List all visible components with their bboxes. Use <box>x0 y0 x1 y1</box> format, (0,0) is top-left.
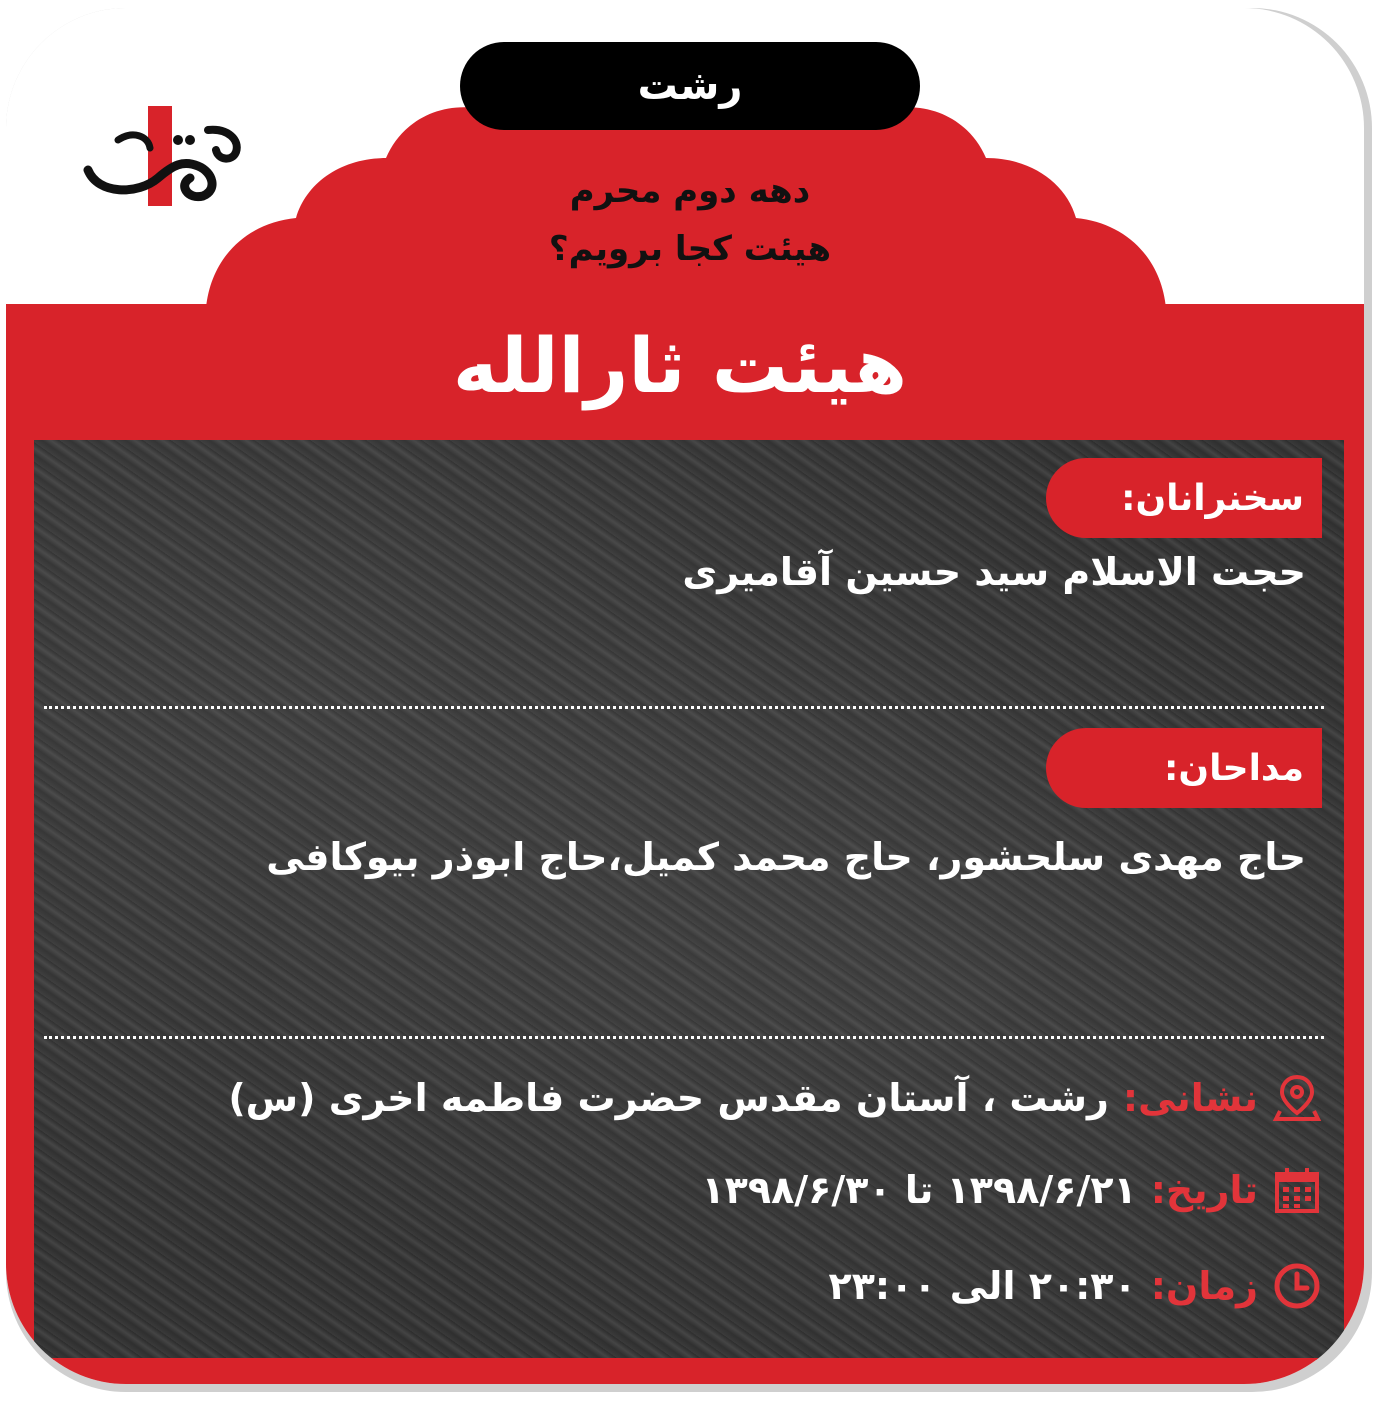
divider-2 <box>44 1036 1324 1039</box>
time-row <box>829 1256 1322 1316</box>
time-value: ۲۰:۳۰ الی ۲۳:۰۰ <box>828 1264 1137 1308</box>
address-value: رشت ، آستان مقدس حضرت فاطمه اخری (س) <box>228 1076 1109 1120</box>
eulogists-value: حاج مهدی سلحشور، حاج محمد کمیل،حاج ابوذر بیوکافی <box>266 835 1306 879</box>
location-pin-icon <box>1272 1073 1322 1123</box>
address-label: نشانی: <box>1122 1076 1258 1120</box>
eulogists-label: مداحان: <box>1163 747 1304 789</box>
time-label: زمان: <box>1150 1264 1258 1308</box>
date-value: ۱۳۹۸/۶/۲۱ تا ۱۳۹۸/۶/۳۰ <box>701 1168 1137 1212</box>
bottom-border <box>6 1358 1364 1384</box>
address-row <box>228 1068 1322 1128</box>
date-row <box>701 1160 1322 1220</box>
left-border <box>6 440 34 1380</box>
calendar-icon <box>1272 1165 1322 1215</box>
right-border <box>1344 440 1364 1380</box>
divider-1 <box>44 706 1324 709</box>
eulogists-label-tab <box>1046 728 1322 808</box>
city-label: رشت <box>637 63 743 109</box>
subtitle-line-2: هیئت کجا برویم؟ <box>548 229 832 269</box>
subtitle <box>400 162 980 278</box>
clock-icon <box>1272 1261 1322 1311</box>
speakers-value: حجت الاسلام سید حسین آقامیری <box>682 550 1306 594</box>
subtitle-line-1: دهه دوم محرم <box>569 171 811 211</box>
speakers-label: سخنرانان: <box>1121 477 1304 519</box>
page-title: هیئت ثارالله <box>452 321 908 410</box>
date-label: تاریخ: <box>1150 1168 1258 1212</box>
city-badge <box>460 42 920 130</box>
speakers-label-tab <box>1046 458 1322 538</box>
logo-icon <box>78 100 248 210</box>
